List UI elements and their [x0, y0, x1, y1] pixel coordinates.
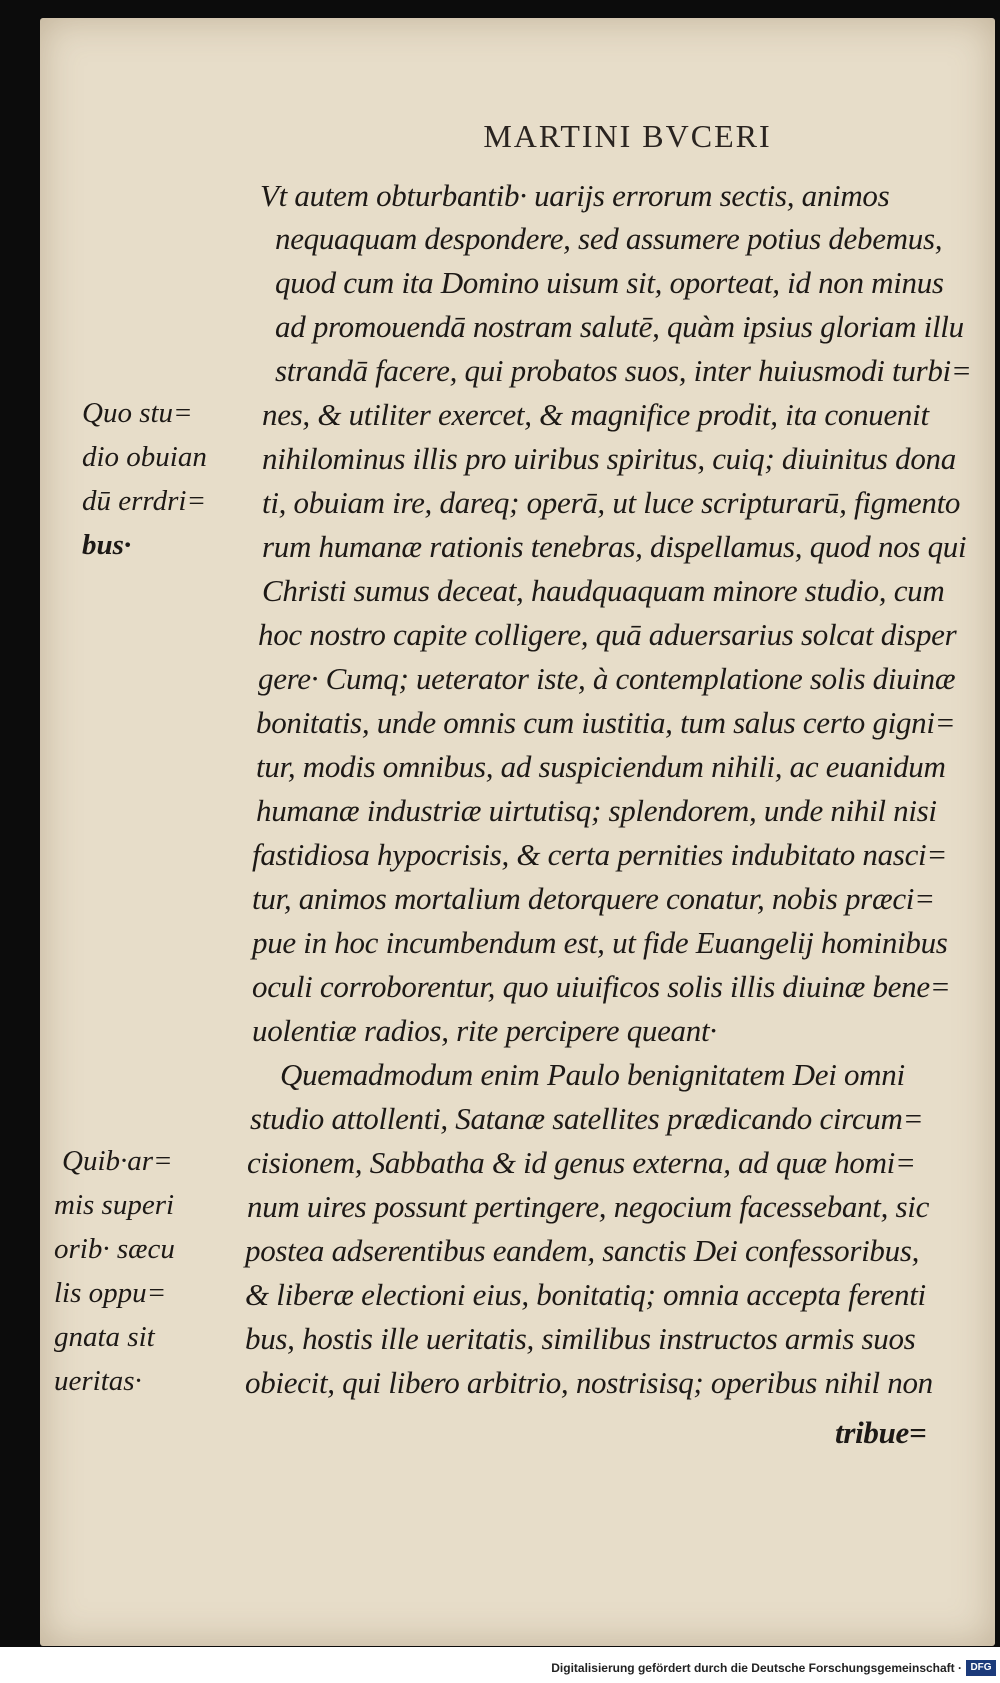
text-line: humanæ industriæ uirtutisq; splendorem, unde nihil nisi — [256, 793, 937, 828]
funding-credit: Digitalisierung gefördert durch die Deutsche Forschungsgemeinschaft · — [551, 1661, 962, 1675]
text-line: ti, obuiam ire, dareq; operā, ut luce scripturarū, figmento — [262, 485, 961, 520]
text-line: tur, animos mortalium detorquere conatur, nobis præci= — [252, 881, 935, 916]
margin-note-line: dio obuian — [82, 441, 207, 473]
text-line: bonitatis, unde omnis cum iustitia, tum salus certo gigni= — [256, 705, 956, 740]
margin-note-line: Quo stu= — [82, 397, 193, 429]
margin-note-line: ueritas· — [54, 1365, 142, 1397]
text-line: obiecit, qui libero arbitrio, nostrisisq; operibus nihil non — [245, 1365, 933, 1400]
catchword: tribue= — [835, 1415, 927, 1450]
text-line: Christi sumus deceat, haudquaquam minore studio, cum — [262, 573, 945, 608]
text-line: studio attollenti, Satanæ satellites prædicando circum= — [250, 1101, 924, 1136]
margin-note-line: mis superi — [54, 1189, 175, 1221]
text-line: & liberæ electioni eius, bonitatiq; omnia accepta ferenti — [245, 1277, 926, 1312]
text-line: uolentiæ radios, rite percipere queant· — [252, 1013, 717, 1048]
text-line: tur, modis omnibus, ad suspiciendum nihili, ac euanidum — [256, 749, 946, 784]
text-line: rum humanæ rationis tenebras, dispellamus, quod nos qui — [262, 529, 967, 564]
footer-bar — [0, 1647, 1000, 1683]
text-line: postea adserentibus eandem, sanctis Dei confessoribus, — [245, 1233, 920, 1268]
text-line: gere· Cumq; ueterator iste, à contemplatione solis diuinæ — [258, 661, 956, 696]
margin-note-line: dū errdri= — [82, 485, 207, 517]
text-line: cisionem, Sabbatha & id genus externa, ad quæ homi= — [247, 1145, 916, 1180]
margin-note-line: orib· sæcu — [54, 1233, 175, 1265]
text-line: num uires possunt pertingere, negocium facessebant, sic — [247, 1189, 930, 1224]
text-line: Vt autem obturbantib· uarijs errorum sectis, animos — [260, 178, 890, 213]
margin-note-line: Quib·ar= — [62, 1145, 173, 1177]
text-line: quod cum ita Domino uisum sit, oporteat, id non minus — [275, 265, 944, 300]
margin-note-line: bus· — [82, 529, 132, 561]
text-line: bus, hostis ille ueritatis, similibus instructos armis suos — [245, 1321, 916, 1356]
text-line: hoc nostro capite colligere, quā aduersarius solcat disper — [258, 617, 957, 652]
margin-note-line: gnata sit — [54, 1321, 155, 1353]
running-header: MARTINI BVCERI — [483, 118, 772, 154]
text-line: nequaquam despondere, sed assumere potius debemus, — [275, 221, 943, 256]
text-line: pue in hoc incumbendum est, ut fide Euangelij hominibus — [252, 925, 948, 960]
text-line: nes, & utiliter exercet, & magnifice prodit, ita conuenit — [262, 397, 929, 432]
text-line: Quemadmodum enim Paulo benignitatem Dei omni — [280, 1057, 905, 1092]
text-line: nihilominus illis pro uiribus spiritus, cuiq; diuinitus dona — [262, 441, 956, 476]
text-line: ad promouendā nostram salutē, quàm ipsius gloriam illu — [275, 309, 964, 344]
book-page — [40, 18, 995, 1646]
text-line: strandā facere, qui probatos suos, inter huiusmodi turbi= — [275, 353, 972, 388]
text-line: oculi corroborentur, quo uiuificos solis illis diuinæ bene= — [252, 969, 951, 1004]
dfg-logo-icon: DFG — [966, 1660, 996, 1676]
margin-note-line: lis oppu= — [54, 1277, 167, 1309]
text-line: fastidiosa hypocrisis, & certa pernities indubitato nasci= — [252, 837, 947, 872]
